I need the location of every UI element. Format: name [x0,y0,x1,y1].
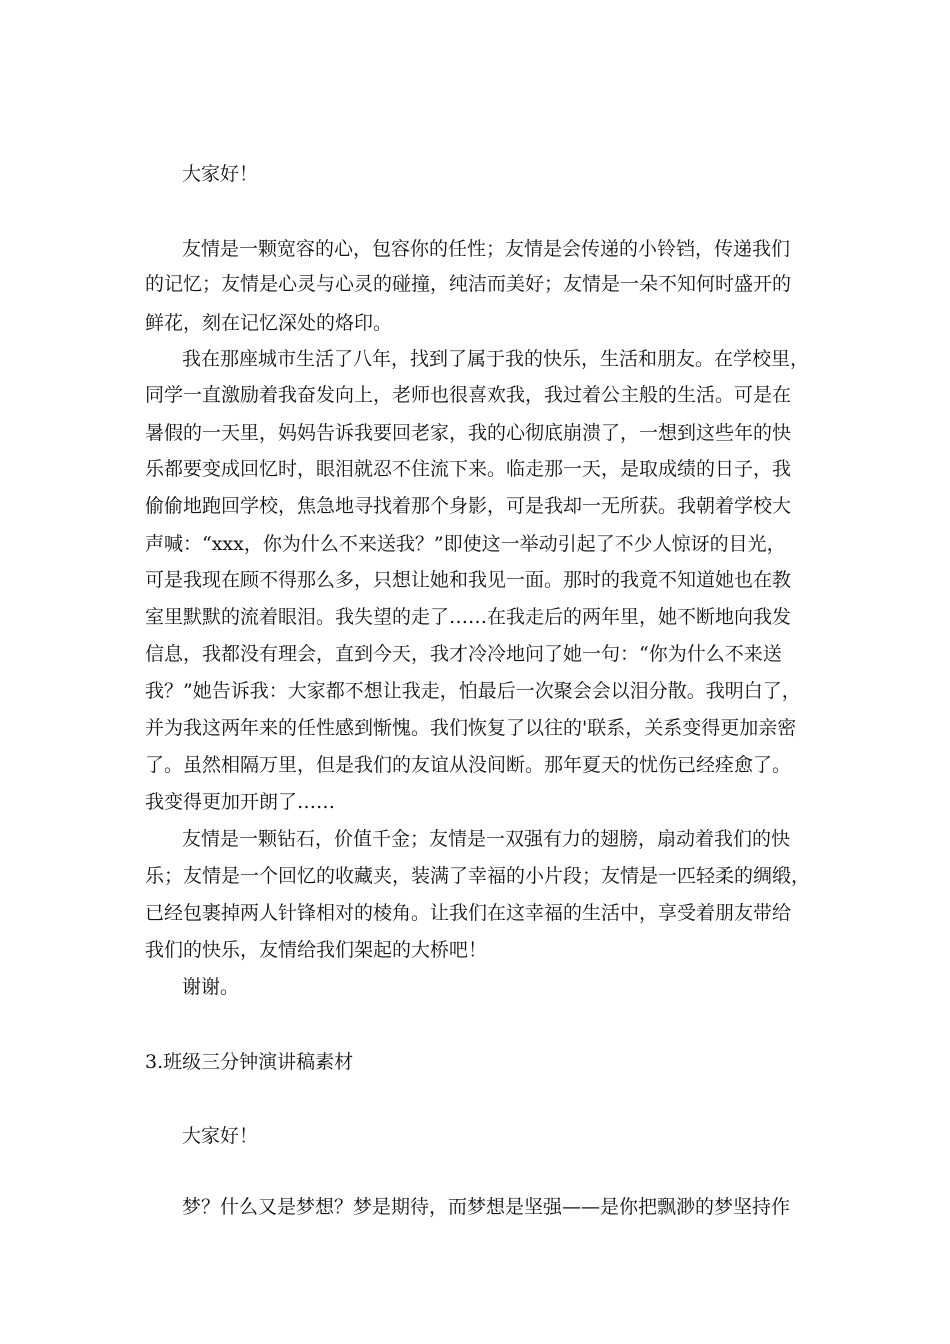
text-line: 并为我这两年来的任性感到惭愧。我们恢复了以往的'联系，关系变得更加亲密 [145,717,797,739]
text-line: 我变得更加开朗了…… [145,791,336,813]
section-heading: 3.班级三分钟演讲稿素材 [145,1051,354,1073]
greeting: 大家好！ [182,163,259,185]
text-line: 已经包裹掉两人针锋相对的棱角。让我们在这幸福的生活中，享受着朋友带给 [145,902,792,924]
text-line: 室里默默的流着眼泪。我失望的走了……在我走后的两年里，她不断地向我发 [145,606,792,628]
text-line: 的记忆；友情是心灵与心灵的碰撞，纯洁而美好；友情是一朵不知何时盛开的 [145,273,792,295]
text-line: 我在那座城市生活了八年，找到了属于我的快乐，生活和朋友。在学校里， [182,348,810,370]
text-line: 可是我现在顾不得那么多，只想让她和我见一面。那时的我竟不知道她也在教 [145,569,792,591]
text-line: 了。虽然相隔万里，但是我们的友谊从没间断。那年夏天的忧伤已经痊愈了。 [145,754,792,776]
text-line: 偷偷地跑回学校，焦急地寻找着那个身影，可是我却一无所获。我朝着学校大 [145,495,792,517]
text-line: 友情是一颗钻石，价值千金；友情是一双强有力的翅膀，扇动着我们的快 [182,828,791,850]
text-line: 暑假的一天里，妈妈告诉我要回老家，我的心彻底崩溃了，一想到这些年的快 [145,422,792,444]
closing-thanks: 谢谢。 [182,976,240,998]
greeting: 大家好！ [182,1125,259,1147]
text-line: 我们的快乐，友情给我们架起的大桥吧！ [145,939,488,961]
text-line: 梦？什么又是梦想？梦是期待，而梦想是坚强——是你把飘渺的梦坚持作 [182,1196,791,1218]
text-line: 乐；友情是一个回忆的收藏夹，装满了幸福的小片段；友情是一匹轻柔的绸缎， [145,865,811,887]
text-line: 乐都要变成回忆时，眼泪就忍不住流下来。临走那一天，是取成绩的日子，我 [145,458,792,480]
text-line: 鲜花，刻在记忆深处的烙印。 [145,312,393,334]
text-line: 友情是一颗宽容的心，包容你的任性；友情是会传递的小铃铛，传递我们 [182,238,791,260]
text-line: 同学一直激励着我奋发向上，老师也很喜欢我，我过着公主般的生活。可是在 [145,384,792,406]
text-line: 信息，我都没有理会，直到今天，我才冷冷地问了她一句：“你为什么不来送 [145,643,782,665]
text-line: 我？”她告诉我：大家都不想让我走，怕最后一次聚会会以泪分散。我明白了， [145,680,801,702]
text-line: 声喊：“xxx，你为什么不来送我？”即使这一举动引起了不少人惊讶的目光， [145,533,786,555]
